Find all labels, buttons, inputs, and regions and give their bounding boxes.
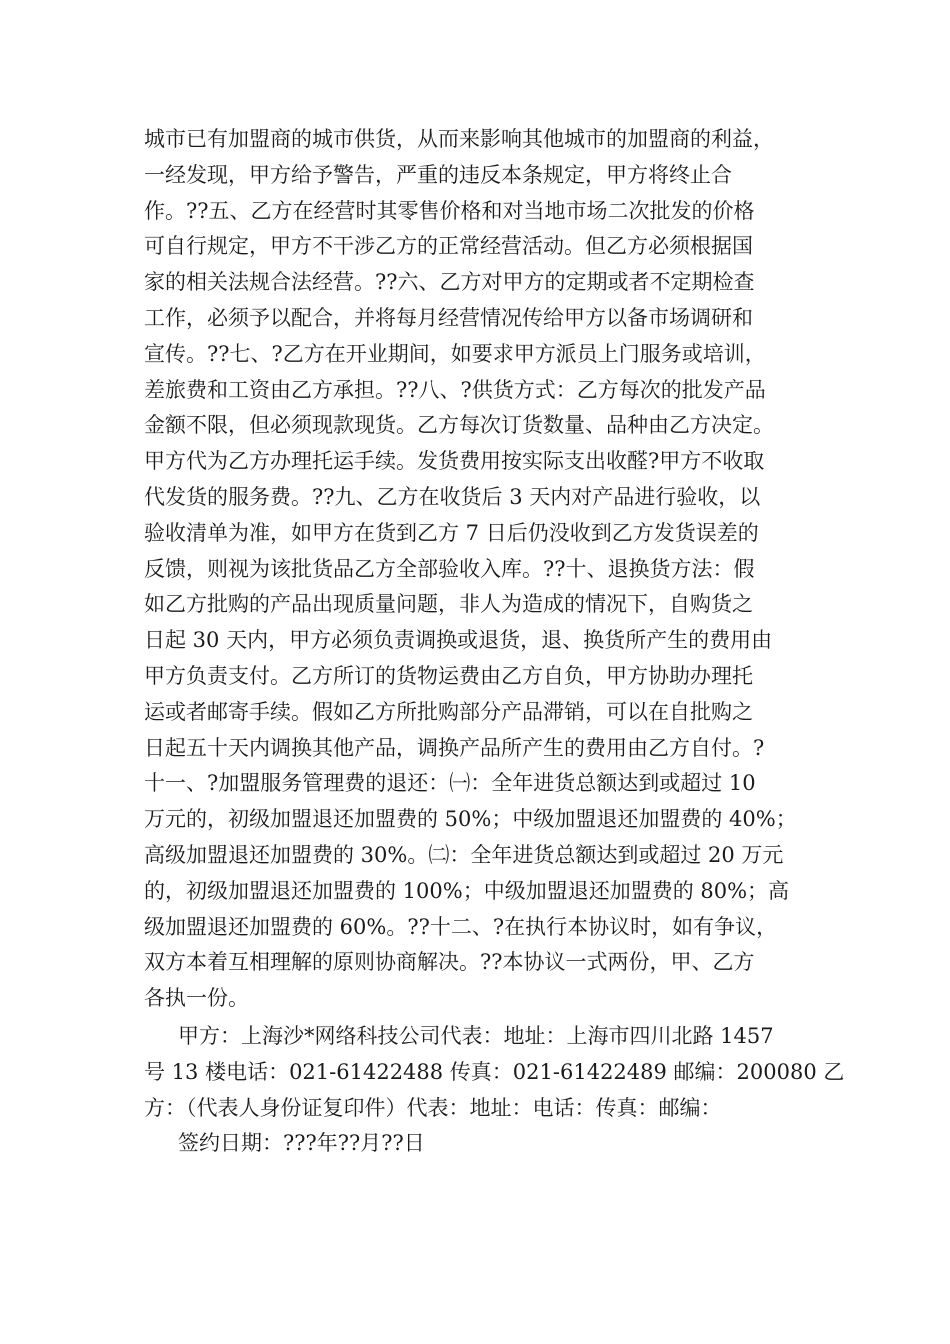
text-line: 甲方代为乙方办理托运手续。发货费用按实际支出收醛?甲方不收取 xyxy=(144,449,765,474)
text-line: 作。??五、乙方在经营时其零售价格和对当地市场二次批发的价格 xyxy=(144,198,755,223)
signing-date: 签约日期：???年??月??日 xyxy=(178,1131,425,1156)
text-line: 工作，必须予以配合，并将每月经营情况传给甲方以备市场调研和 xyxy=(144,305,753,330)
text-line: 双方本着互相理解的原则协商解决。??本协议一式两份，甲、乙方 xyxy=(144,950,755,975)
text-line: 日起五十天内调换其他产品，调换产品所产生的费用由乙方自付。? xyxy=(144,735,765,760)
text-line: 一经发现，甲方给予警告，严重的违反本条规定，甲方将终止合 xyxy=(144,162,732,187)
parties-line: 方：（代表人身份证复印件）代表：地址：电话：传真：邮编： xyxy=(144,1095,722,1120)
parties-line: 甲方：上海沙*网络科技公司代表：地址：上海市四川北路 1457 xyxy=(178,1023,774,1048)
text-line: 的，初级加盟退还加盟费的 100%；中级加盟退还加盟费的 80%；高 xyxy=(144,878,790,903)
text-line: 宣传。??七、?乙方在开业期间，如要求甲方派员上门服务或培训， xyxy=(144,341,766,366)
text-line: 各执一份。 xyxy=(144,986,249,1011)
text-line: 城市已有加盟商的城市供货，从而来影响其他城市的加盟商的利益， xyxy=(144,127,774,151)
text-line: 运或者邮寄手续。假如乙方所批购部分产品滞销，可以在自批购之 xyxy=(144,699,753,724)
text-line: 家的相关法规合法经营。??六、乙方对甲方的定期或者不定期检查 xyxy=(144,270,755,295)
text-line: 日起 30 天内，甲方必须负责调换或退货，退、换货所产生的费用由 xyxy=(144,628,773,653)
text-line: 如乙方批购的产品出现质量问题，非人为造成的情况下，自购货之 xyxy=(144,592,753,617)
text-line: 验收清单为准，如甲方在货到乙方 7 日后仍没收到乙方发货误差的 xyxy=(144,520,759,545)
text-line: 甲方负责支付。乙方所订的货物运费由乙方自负，甲方协助办理托 xyxy=(144,663,753,688)
text-line: 反馈，则视为该批货品乙方全部验收入库。??十、退换货方法：假 xyxy=(144,556,755,581)
text-line: 万元的，初级加盟退还加盟费的 50%；中级加盟退还加盟费的 40%； xyxy=(144,807,797,832)
text-line: 可自行规定，甲方不干涉乙方的正常经营活动。但乙方必须根据国 xyxy=(144,234,753,259)
text-line: 差旅费和工资由乙方承担。??八、?供货方式：乙方每次的批发产品 xyxy=(144,377,766,402)
parties-line: 号 13 楼电话：021-61422488 传真：021-61422489 邮编：200080 乙 xyxy=(144,1059,845,1084)
text-line: 级加盟退还加盟费的 60%。??十二、?在执行本协议时，如有争议， xyxy=(144,914,778,939)
text-line: 金额不限，但必须现款现货。乙方每次订货数量、品种由乙方决定。 xyxy=(144,413,774,438)
agreement-body xyxy=(144,122,845,1162)
text-line: 代发货的服务费。??九、乙方在收货后 3 天内对产品进行验收，以 xyxy=(144,484,761,509)
parties-info xyxy=(144,1019,845,1126)
text-line: 十一、?加盟服务管理费的退还：㈠：全年进货总额达到或超过 10 xyxy=(144,771,756,796)
text-line: 高级加盟退还加盟费的 30%。㈡：全年进货总额达到或超过 20 万元 xyxy=(144,842,784,867)
agreement-clauses xyxy=(144,122,816,1017)
